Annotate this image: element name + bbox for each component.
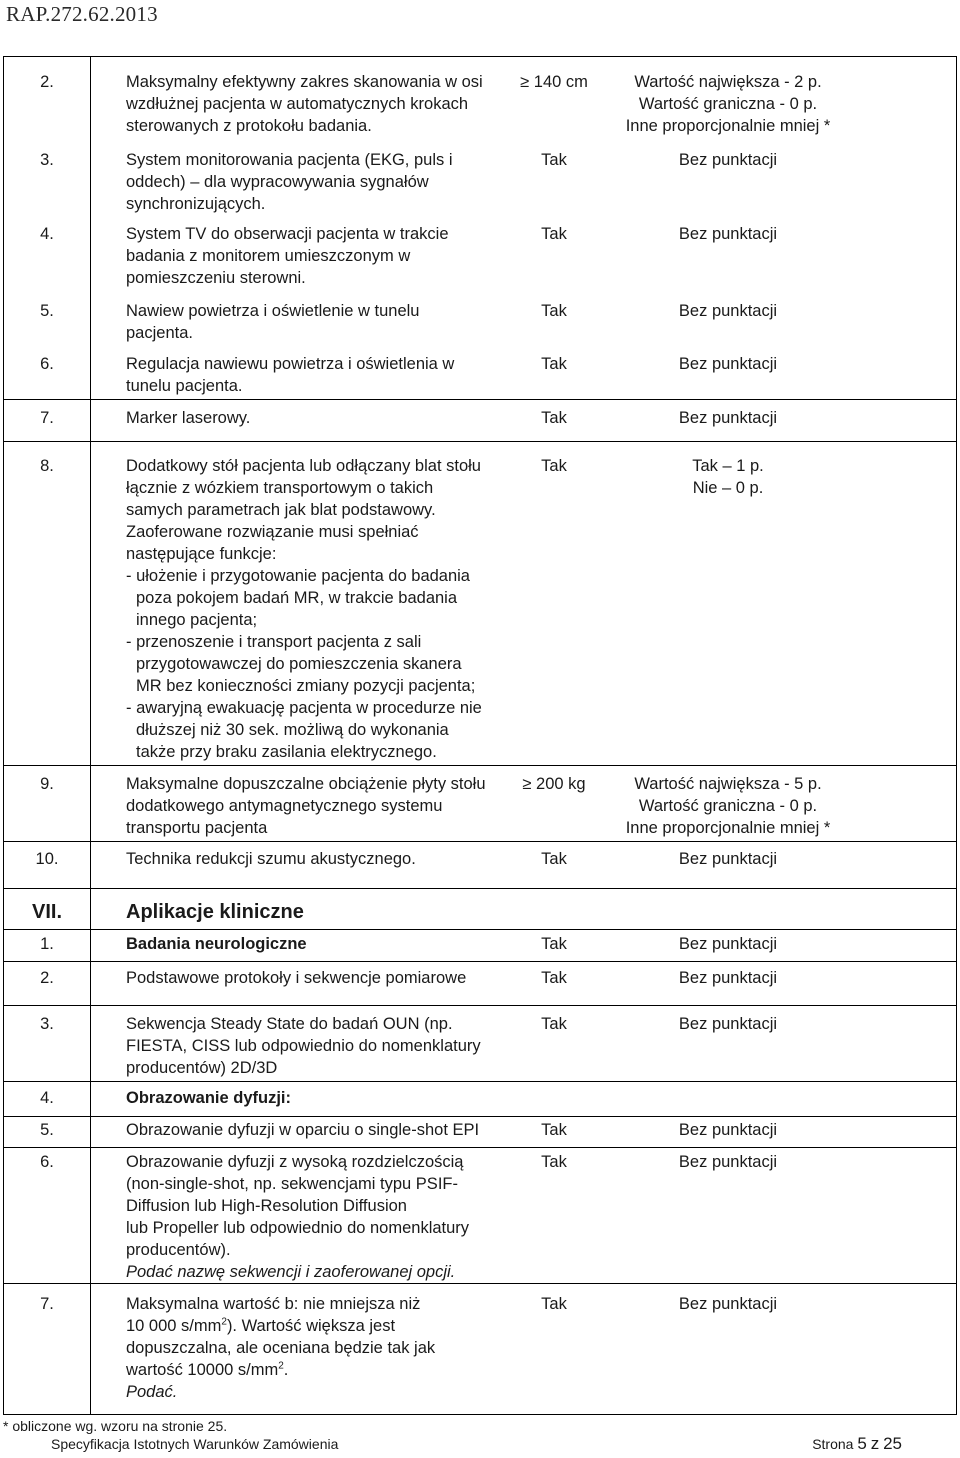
row-divider — [4, 1081, 956, 1082]
row-num: 9. — [40, 775, 54, 793]
document-id: RAP.272.62.2013 — [6, 2, 158, 26]
row-num: 8. — [40, 457, 54, 475]
row-pts: Bez punktacji — [678, 1121, 778, 1139]
row-req: Tak — [541, 457, 567, 475]
footnote: * obliczone wg. wzoru na stronie 25. — [3, 1418, 228, 1434]
row-num: 1. — [40, 935, 54, 953]
row-num: 6. — [40, 1153, 54, 1171]
section-title: Aplikacje kliniczne — [126, 901, 304, 923]
spec-table — [3, 56, 957, 1415]
row-desc: Sekwencja Steady State do badań OUN (np. FIESTA, CISS lub odpowiednio do nomenklatury producentów) 2D/3D — [126, 1015, 481, 1077]
row-req: Tak — [541, 1121, 567, 1139]
row-divider — [4, 888, 956, 889]
row-divider — [4, 441, 956, 442]
row-desc: Obrazowanie dyfuzji w oparciu o single-shot EPI — [126, 1121, 480, 1139]
section-number: VII. — [31, 901, 62, 923]
row-desc: Marker laserowy. — [126, 409, 251, 427]
page-number: Strona 5 z 25 — [812, 1434, 902, 1453]
row-num: 5. — [40, 1121, 54, 1139]
row-divider — [4, 929, 956, 930]
row-desc: Obrazowanie dyfuzji: — [126, 1089, 292, 1107]
row-req: ≥ 200 kg — [522, 775, 586, 793]
row-req: Tak — [541, 409, 567, 427]
row-req: Tak — [541, 302, 567, 320]
row-num: 10. — [35, 850, 59, 868]
row-desc: Dodatkowy stół pacjenta lub odłączany blat stołu łącznie z wózkiem transportowym o takich samych parametrach jak blat podstawowy. Zaoferowane rozwiązanie musi spełniać następujące funkcje: - ułożenie i przygotowanie pacjenta do badania poza pokojem badań MR, w trakcie badania innego pacjenta; - przenoszenie i transport pacjenta z sali przygotowawczej do pomieszczenia skanera MR bez konieczności zmiany pozycji pacjenta; - awaryjną ewakuację pacjenta w procedurze nie dłuższej niż 30 sek. możliwą do wykonania także przy braku zasilania elektrycznego. — [126, 457, 482, 761]
row-pts: Bez punktacji — [678, 850, 778, 868]
row-desc: Technika redukcji szumu akustycznego. — [126, 850, 416, 868]
row-pts: Bez punktacji — [678, 969, 778, 987]
row-num: 3. — [40, 151, 54, 169]
row-pts: Bez punktacji — [678, 225, 778, 243]
row-divider — [4, 1283, 956, 1284]
row-num: 7. — [40, 1295, 54, 1313]
row-num: 7. — [40, 409, 54, 427]
row-num: 2. — [40, 73, 54, 91]
row-desc: Maksymalne dopuszczalne obciążenie płyty stołu dodatkowego antymagnetycznego systemu transportu pacjenta — [126, 775, 486, 837]
row-pts: Bez punktacji — [678, 355, 778, 373]
row-desc: Nawiew powietrza i oświetlenie w tunelu pacjenta. — [126, 302, 420, 342]
row-req: Tak — [541, 1015, 567, 1033]
row-pts: Bez punktacji — [678, 1153, 778, 1171]
row-num: 6. — [40, 355, 54, 373]
row-req: Tak — [541, 850, 567, 868]
row-desc: Regulacja nawiewu powietrza i oświetlenia w tunelu pacjenta. — [126, 355, 455, 395]
row-desc: Obrazowanie dyfuzji z wysoką rozdzielczością (non-single-shot, np. sekwencjami typu PSIF- Diffusion lub High-Resolution Diffusion lub Propeller lub odpowiednio do nomenklatury producentów). Podać nazwę sekwencji i zaoferowanej opcji. — [126, 1153, 470, 1281]
row-divider — [4, 1116, 956, 1117]
row-num: 3. — [40, 1015, 54, 1033]
column-divider — [90, 57, 91, 1415]
row-pts: Tak – 1 p. Nie – 0 p. — [692, 457, 764, 497]
row-desc: Maksymalna wartość b: nie mniejsza niż 10 000 $s/mm^2$). Wartość większa jest dopuszczalna, ale oceniana będzie tak jak wartość 10000 $s/mm^2$. Podać. — [126, 1295, 436, 1401]
row-divider — [4, 399, 956, 400]
row-pts: Bez punktacji — [678, 409, 778, 427]
row-desc: Badania neurologiczne — [126, 935, 307, 953]
row-req: Tak — [541, 1153, 567, 1171]
row-req: Tak — [541, 151, 567, 169]
row-num: 4. — [40, 225, 54, 243]
row-divider — [4, 1005, 956, 1006]
row-pts: Bez punktacji — [678, 151, 778, 169]
row-divider — [4, 1147, 956, 1148]
row-pts: Bez punktacji — [678, 302, 778, 320]
row-req: ≥ 140 cm — [520, 73, 588, 91]
row-divider — [4, 961, 956, 962]
row-pts: Wartość największa - 2 p. Wartość graniczna - 0 p. Inne proporcjonalnie mniej * — [625, 73, 831, 135]
row-req: Tak — [541, 969, 567, 987]
row-desc: System monitorowania pacjenta (EKG, puls i oddech) – dla wypracowywania sygnałów synchronizujących. — [126, 151, 453, 213]
row-num: 5. — [40, 302, 54, 320]
row-desc: Podstawowe protokoły i sekwencje pomiarowe — [126, 969, 467, 987]
row-pts: Bez punktacji — [678, 935, 778, 953]
row-req: Tak — [541, 935, 567, 953]
row-req: Tak — [541, 355, 567, 373]
row-divider — [4, 765, 956, 766]
row-desc: Maksymalny efektywny zakres skanowania w osi wzdłużnej pacjenta w automatycznych krokach sterowanych z protokołu badania. — [126, 73, 483, 135]
row-req: Tak — [541, 225, 567, 243]
footer-title: Specyfikacja Istotnych Warunków Zamówienia — [51, 1436, 339, 1452]
row-divider — [4, 841, 956, 842]
row-req: Tak — [541, 1295, 567, 1313]
row-pts: Bez punktacji — [678, 1015, 778, 1033]
row-pts: Wartość największa - 5 p. Wartość graniczna - 0 p. Inne proporcjonalnie mniej * — [625, 775, 831, 837]
row-num: 4. — [40, 1089, 54, 1107]
row-pts: Bez punktacji — [678, 1295, 778, 1313]
row-desc: System TV do obserwacji pacjenta w trakcie badania z monitorem umieszczonym w pomieszczeniu sterowni. — [126, 225, 449, 287]
row-num: 2. — [40, 969, 54, 987]
